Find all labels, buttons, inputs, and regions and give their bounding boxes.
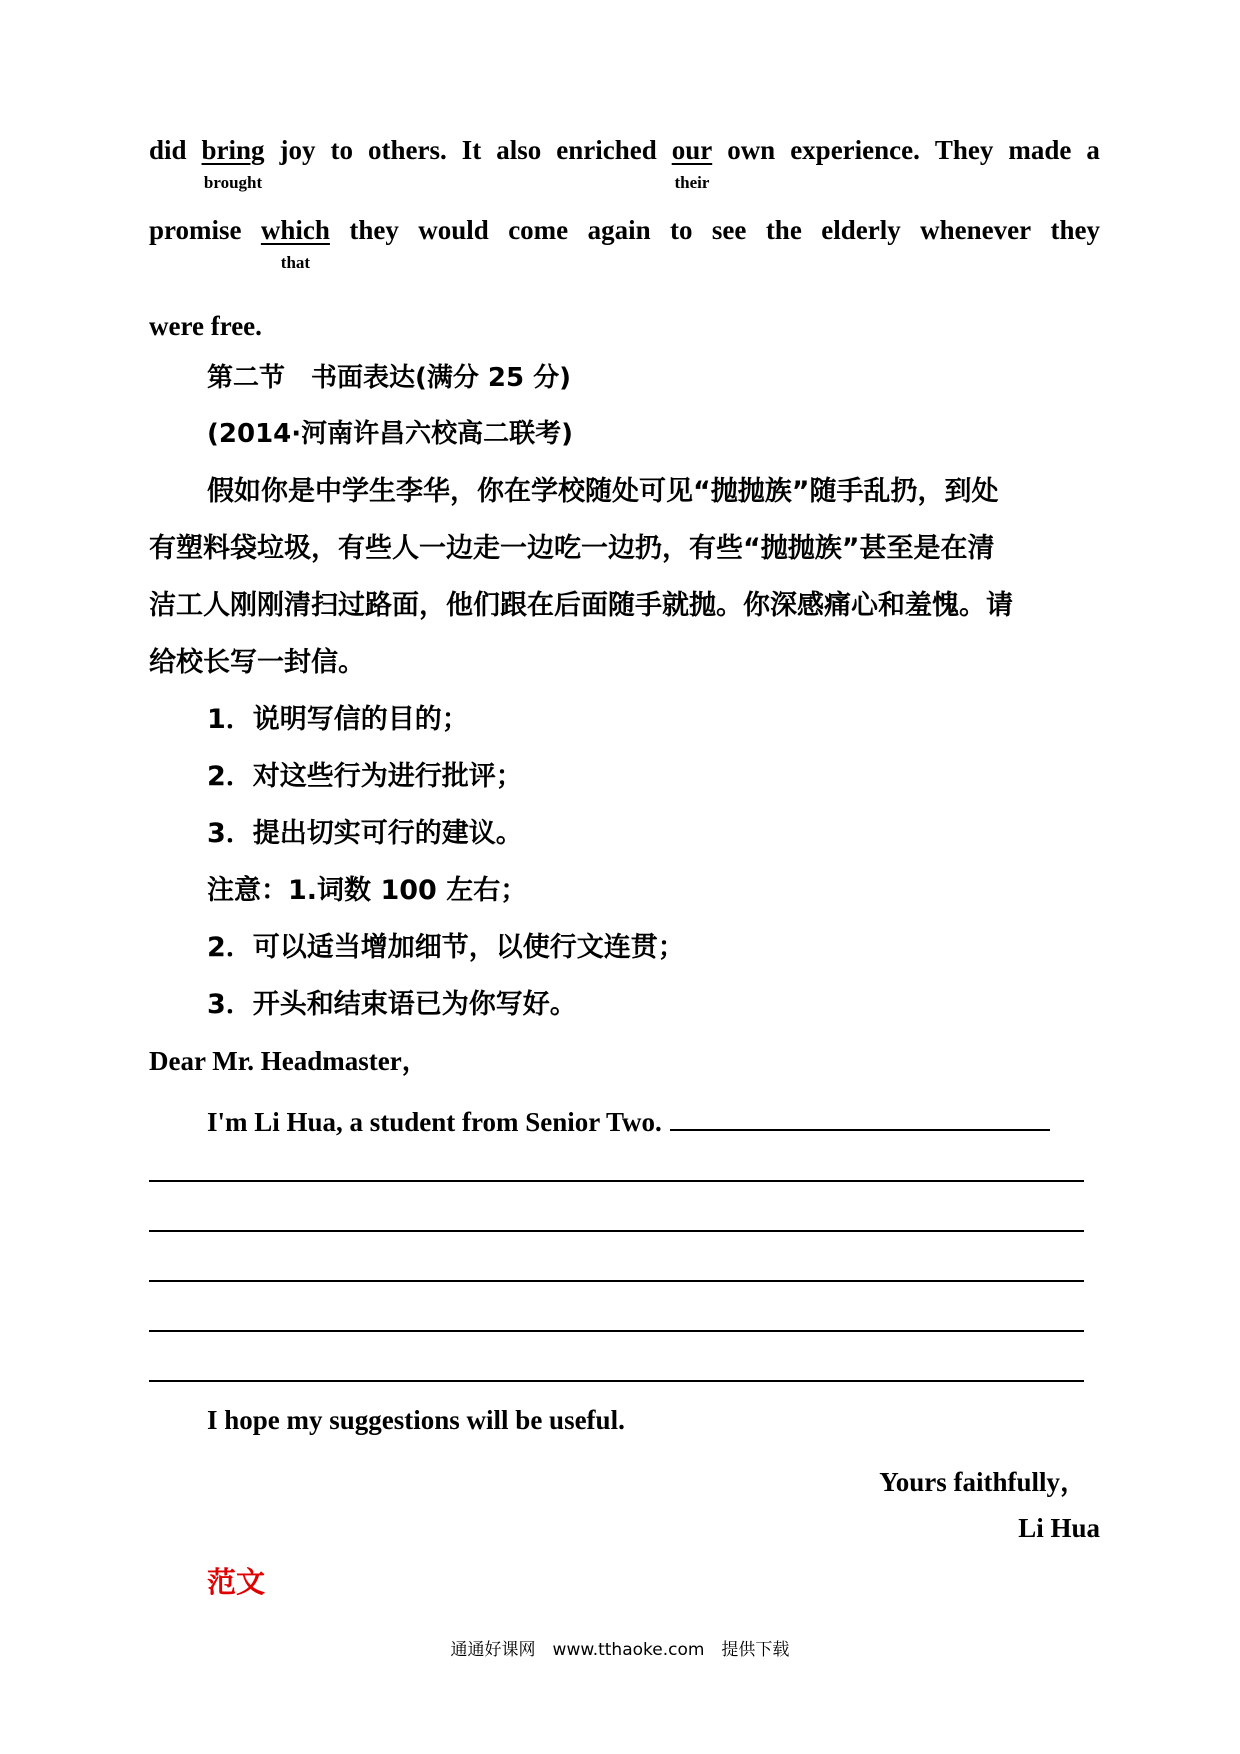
word: made xyxy=(1008,135,1072,165)
letter-salutation: Dear Mr. Headmaster， xyxy=(149,1046,429,1076)
passage-line-3: were free. xyxy=(149,311,262,341)
word: a xyxy=(1086,135,1100,165)
word: they xyxy=(349,215,399,245)
correction-text: that xyxy=(280,253,311,272)
requirement-1: 1．说明写信的目的； xyxy=(207,704,469,735)
requirement-3: 3．提出切实可行的建议。 xyxy=(207,818,523,849)
letter-signature: Li Hua xyxy=(1018,1513,1100,1543)
correction-text: brought xyxy=(203,173,263,192)
letter-closing-sentence: I hope my suggestions will be useful. xyxy=(207,1405,625,1435)
page-footer: 通通好课网 www.tthaoke.com 提供下载 xyxy=(450,1640,790,1660)
word: also xyxy=(496,135,542,165)
word: enriched xyxy=(556,135,657,165)
word: It xyxy=(461,135,482,165)
word: see xyxy=(711,215,747,245)
word: elderly xyxy=(821,215,901,245)
error-word-which xyxy=(260,215,330,272)
word: to xyxy=(330,135,354,165)
answer-blank xyxy=(670,1103,1050,1131)
note-2: 2．可以适当增加细节，以使行文连贯； xyxy=(207,932,685,963)
answer-line xyxy=(149,1280,1084,1282)
error-word-bring xyxy=(201,135,265,192)
word: whenever xyxy=(920,215,1032,245)
prompt-line-1: 假如你是中学生李华，你在学校随处可见“抛抛族”随手乱扔，到处 xyxy=(207,476,999,507)
answer-line xyxy=(149,1230,1084,1232)
prompt-line-3: 洁工人刚刚清扫过路面，他们跟在后面随手就抛。你深感痛心和羞愧。请 xyxy=(149,590,1013,621)
word: They xyxy=(934,135,994,165)
letter-opening-line xyxy=(207,1103,1100,1136)
answer-line xyxy=(149,1380,1084,1382)
note-3: 3．开头和结束语已为你写好。 xyxy=(207,989,577,1020)
word: again xyxy=(587,215,651,245)
word: promise xyxy=(149,215,242,245)
answer-line xyxy=(149,1330,1084,1332)
prompt-line-4: 给校长写一封信。 xyxy=(149,647,365,678)
word: own xyxy=(727,135,776,165)
section-heading: 第二节 书面表达(满分 25 分) xyxy=(207,363,572,393)
letter-valediction: Yours faithfully， xyxy=(879,1467,1087,1497)
error-text: which xyxy=(260,215,330,245)
word: experience. xyxy=(790,135,920,165)
model-essay-label: 范文 xyxy=(207,1565,266,1599)
word: the xyxy=(765,215,802,245)
answer-line xyxy=(149,1180,1084,1182)
word: did xyxy=(149,135,187,165)
word: to xyxy=(670,215,693,245)
error-word-our xyxy=(671,135,713,192)
prompt-line-2: 有塑料袋垃圾，有些人一边走一边吃一边扔，有些“抛抛族”甚至是在清 xyxy=(149,533,995,564)
word: would xyxy=(418,215,489,245)
passage-line-2 xyxy=(149,215,1100,272)
correction-text: their xyxy=(674,173,710,192)
word: come xyxy=(508,215,569,245)
source-note: (2014·河南许昌六校高二联考) xyxy=(207,419,574,449)
error-text: our xyxy=(671,135,713,165)
requirement-2: 2．对这些行为进行批评； xyxy=(207,761,523,792)
word: others. xyxy=(368,135,447,165)
letter-opening: I'm Li Hua, a student from Senior Two. xyxy=(207,1107,662,1137)
passage-line-1 xyxy=(149,135,1100,192)
word: joy xyxy=(279,135,316,165)
word: they xyxy=(1050,215,1100,245)
error-text: bring xyxy=(201,135,265,165)
note-1: 注意：1.词数 100 左右； xyxy=(207,875,528,906)
